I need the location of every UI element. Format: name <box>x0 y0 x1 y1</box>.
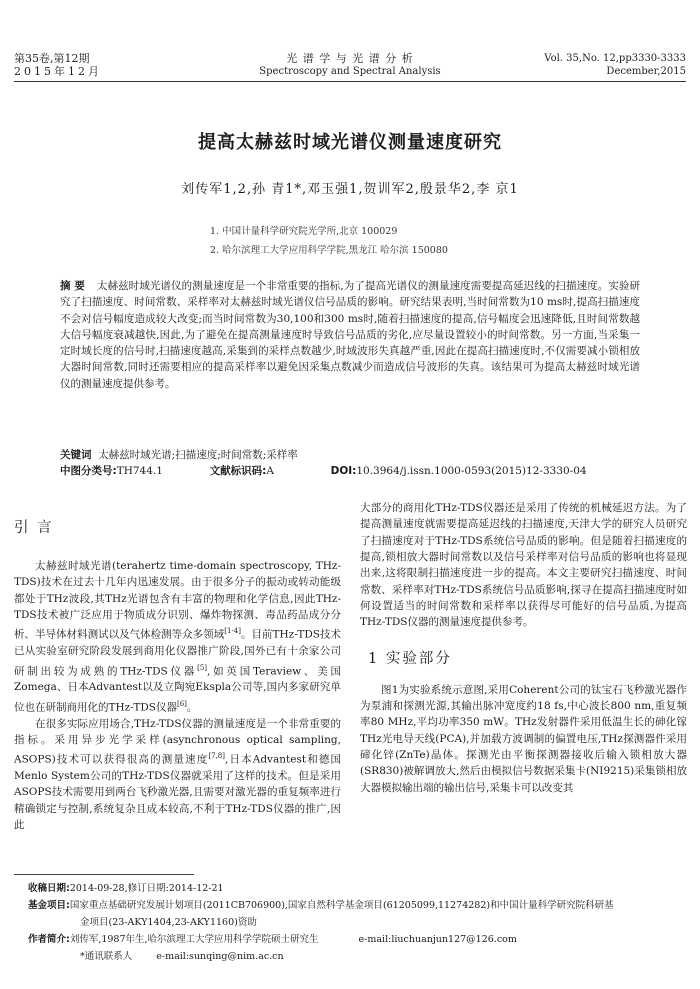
received-value: 2014-09-28,修订日期:2014-12-21 <box>69 883 224 894</box>
experiment-paragraph-1: 图1为实验系统示意图,采用Coherent公司的钛宝石飞秒激光器作为泵浦和探测光源,其输出脉冲宽度约18 fs,中心波长800 nm,重复频率80 MHz,平均功率350 mW。THz发射器件采用低温生长的砷化镓THz光电导天线(PCA),并加载方波调制的偏置电压,THz探测器件采用碲化锌(ZnTe)晶体。探测光由平衡探测器接收后输入锁相放大器(SR830)被解调放大,然后由模拟信号数据采集卡(NI9215)采集锁相放大器模拟输出端的输出信号,采集卡可以改变其 <box>360 683 687 794</box>
volume-pages: Vol. 35,No. 12,pp3330-3333 <box>544 53 686 64</box>
author-bio-value: 刘传军,1987年生,哈尔滨理工大学应用科学学院硕士研究生 <box>69 934 319 945</box>
doi-value: 10.3964/j.issn.1000-0593(2015)12-3330-04 <box>356 465 587 477</box>
keywords-text: 太赫兹时域光谱;扫描速度;时间常数;采样率 <box>98 449 298 461</box>
journal-name-cn: 光 谱 学 与 光 谱 分 析 <box>286 52 414 65</box>
abstract-label: 摘 要 <box>60 280 85 292</box>
intro-p1-text-c: ,如英国Teraview、美国Zomega、日本Advantest以及立陶宛Ekspla公司等,国内多家研究单位也在研制商用化的THz-TDS仪器 <box>14 665 342 714</box>
intro-paragraph-2 <box>14 716 341 834</box>
publication-date-cn: 2015年12月 <box>14 65 102 78</box>
keywords-line <box>60 447 660 463</box>
corresponding-author <box>28 948 688 965</box>
fund-info <box>28 897 688 914</box>
fund-value: 国家重点基础研究发展计划项目(2011CB706900),国家自然科学基金项目(61205099,11274282)和中国计量科学研究院科研基 <box>69 900 614 911</box>
doi-label: DOI: <box>330 465 357 477</box>
clc-label: 中图分类号: <box>60 465 117 477</box>
intro-p1-text: 太赫兹时域光谱(terahertz time-domain spectroscopy, THz-TDS)技术在过去十几年内迅速发展。由于很多分子的振动或转动能级都处于THz波段,其THz光谱包含有丰富的物理和化学信息,因此THz-TDS技术被广泛应用于物质成分识别、爆炸物探测、毒品药品成分分析、半导体材料测试以及气体检测等众多领域 <box>14 560 341 641</box>
footnotes <box>28 880 688 965</box>
intro-p2-text-b: ,日本Advantest和德国Menlo System公司的THz-TDS仪器就采用了这样的技术。但是采用ASOPS技术需要用到两台飞秒激光器,且需要对激光器的重复频率进行精确锁定与控制,系统复杂且成本较高,不利于THz-TDS仪器的推广,因此 <box>14 753 341 832</box>
left-column-body <box>14 558 341 834</box>
paper-title: 提高太赫兹时域光谱仪测量速度研究 <box>198 132 502 153</box>
intro-p1-text-d: 。 <box>186 701 198 714</box>
right-paragraph-1: 大部分的商用化THz-TDS仪器还是采用了传统的机械延迟方法。为了提高测量速度就需要提高延迟线的扫描速度,天津大学的研究人员研究了扫描速度对于THz-TDS系统信号品质的影响。但是随着扫描速度的提高,锁相放大器时间常数以及信号采样率对信号品质的影响也将显现出来,这将限制扫描速度进一步的提高。本文主要研究扫描速度、时间常数、采样率对THz-TDS系统信号品质影响,探寻在提高扫描速度时如何设置适当的时间常数和采样率以获得尽可能好的信号品质,为提高THz-TDS仪器的测量速度提供参考。 <box>360 502 687 629</box>
intro-section-title <box>14 516 341 537</box>
fund-label: 基金项目: <box>28 900 70 911</box>
affiliations <box>210 222 448 260</box>
citation-ref: [6] <box>176 699 187 708</box>
received-date <box>28 880 688 897</box>
journal-name <box>200 52 500 78</box>
section-heading-intro: 引 言 <box>14 520 54 536</box>
keywords-label: 关键词 <box>60 449 92 461</box>
doc-code-label: 文献标识码: <box>209 465 267 477</box>
affiliation-1: 1. 中国计量科学研究院光学所,北京 100029 <box>210 226 398 237</box>
corr-email: e-mail:sunqing@nim.ac.cn <box>156 951 284 962</box>
journal-name-en: Spectroscopy and Spectral Analysis <box>259 66 441 77</box>
abstract-text: 太赫兹时域光谱仪的测量速度是一个非常重要的指标,为了提高光谱仪的测量速度需要提高延迟线的扫描速度。实验研究了扫描速度、时间常数、采样率对太赫兹时域光谱仪信号品质的影响。研究结果表明,当时间常数为10 ms时,提高扫描速度不会对信号幅度造成较大改变;而当时间常数为30,100和300 ms时,随着扫描速度的提高,信号幅度会迅速降低,且时间常数越大信号幅度衰减越快,因此,为了避免在提高测量速度时导致信号品质的劣化,应尽量设置较小的时间常数。另一方面,当采集一定时域长度的信号时,扫描速度越高,采集到的采样点数越少,时域波形失真越严重,因此在提高扫描速度时,不仅需要减小锁相放大器时间常数,同时还需要相应的提高采样率以避免因采集点数减少而造成信号波形的失真。该结果可为提高太赫兹时域光谱仪的测量速度提供参考。 <box>60 280 640 390</box>
clc-value: TH744.1 <box>116 465 163 477</box>
keywords-block <box>60 447 660 479</box>
author-bio-label: 作者简介: <box>28 934 70 945</box>
footnote-rule <box>14 874 194 875</box>
citation-ref: [7,8] <box>208 752 225 761</box>
citation-ref: [1-4] <box>224 627 241 636</box>
doc-code-value: A <box>266 465 274 477</box>
section-heading-experiment: 1 实验部分 <box>368 650 452 667</box>
author-bio <box>28 931 688 948</box>
volume-issue: 第35卷,第12期 <box>14 52 90 65</box>
intro-p1-text-b: 。目前THz-TDS技术已从实验室研究阶段发展到商用化仪器推广阶段,国外已有十余家公司研制出较为成熟的THz-TDS仪器 <box>14 628 341 678</box>
header-rule <box>14 81 686 82</box>
publication-date-en: December,2015 <box>606 66 686 77</box>
journal-citation <box>544 52 686 78</box>
intro-paragraph-1 <box>14 558 341 716</box>
classification-line <box>60 463 660 479</box>
intro-p2-text: 在很多实际应用场合,THz-TDS仪器的测量速度是一个非常重要的指标。采用异步光学采样(asynchronous optical sampling, ASOPS)技术可以获得很高的测量速度 <box>14 717 341 766</box>
citation-ref: [5] <box>197 663 208 672</box>
journal-volume-info <box>14 52 102 78</box>
right-column-body <box>360 500 687 796</box>
fund-info-cont: 金项目(23-AKY1404,23-AKY1160)资助 <box>80 917 257 928</box>
received-label: 收稿日期: <box>28 883 70 894</box>
affiliation-2: 2. 哈尔滨理工大学应用科学学院,黑龙江 哈尔滨 150080 <box>210 245 448 256</box>
author-list: 刘传军1,2,孙 青1*,邓玉强1,贺训军2,殷景华2,李 京1 <box>181 182 519 197</box>
author-email: e-mail:liuchuanjun127@126.com <box>358 934 517 945</box>
corr-label: *通讯联系人 <box>80 951 133 962</box>
abstract <box>60 278 640 392</box>
